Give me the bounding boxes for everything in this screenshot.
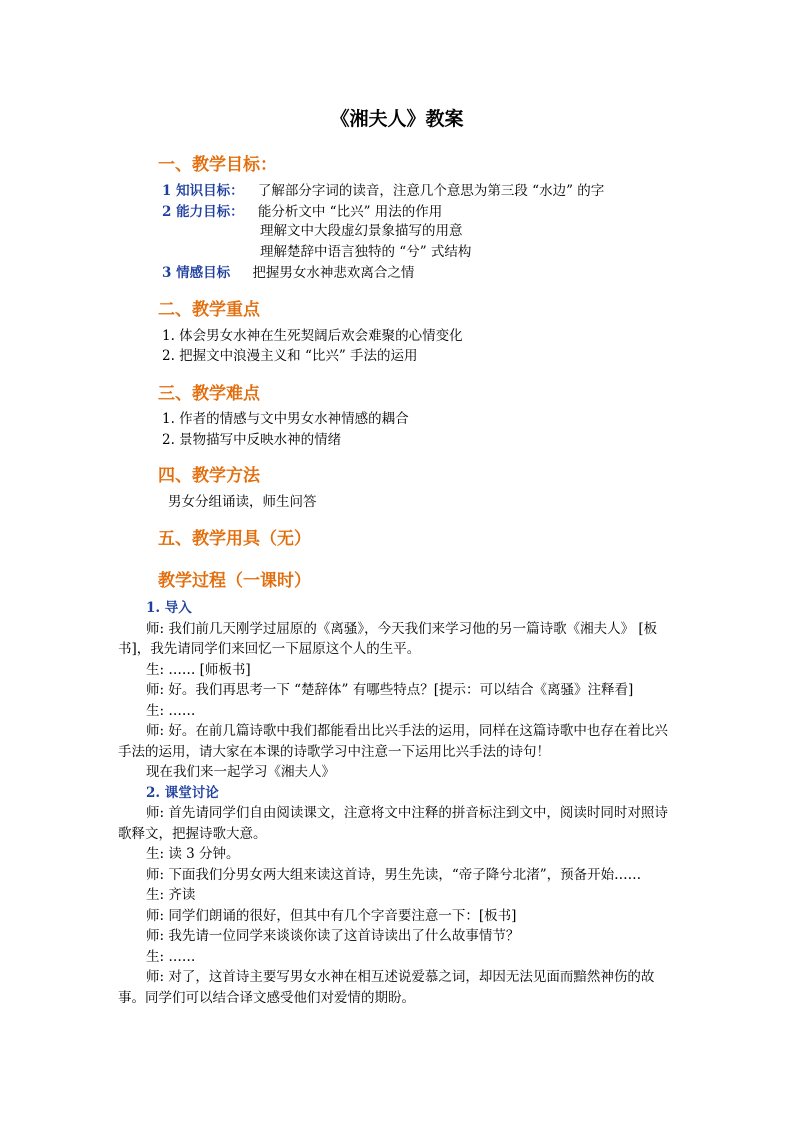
objective-text: 了解部分字词的读音，注意几个意思为第三段 “水边” 的字 — [257, 183, 605, 199]
dialogue-line: 师: 对了，这首诗主要写男女水神在相互述说爱慕之词，却因无法见面而黯然神伤的故事。同学们可以结合译文感受他们对爱情的期盼。 — [118, 969, 655, 1006]
objective-ability — [162, 203, 442, 221]
heading-methods: 四、教学方法 — [158, 466, 260, 486]
heading-tools: 五、教学用具（无） — [158, 529, 311, 549]
heading-process: 教学过程（一课时） — [158, 571, 311, 591]
process-body — [118, 598, 678, 1008]
dialogue-line: 师: 我们前几天刚学过屈原的《离骚》，今天我们来学习他的另一篇诗歌《湘夫人》 [板书]，我先请同学们来回忆一下屈原这个人的生平。 — [118, 620, 658, 657]
dialogue-line: 师: 好。我们再思考一下 “楚辞体” 有哪些特点？[提示：可以结合《离骚》注释看] — [146, 682, 634, 698]
dialogue-line: 现在我们来一起学习《湘夫人》 — [146, 764, 335, 780]
objective-emotion — [162, 264, 414, 282]
objective-label: 3 情感目标 — [162, 265, 231, 281]
key-point-1: 1. 体会男女水神在生死契阔后欢会难聚的心情变化 — [162, 328, 463, 344]
objective-label: 2 能力目标： — [162, 204, 244, 220]
step-label-discussion: 2. 课堂讨论 — [146, 784, 219, 801]
dialogue-line: 师: 好。在前几篇诗歌中我们都能看出比兴手法的运用，同样在这篇诗歌中也存在着比兴手法的运用，请大家在本课的诗歌学习中注意一下运用比兴手法的诗句！ — [118, 723, 668, 760]
dialogue-line: 师: 我先请一位同学来谈谈你读了这首诗读出了什么故事情节？ — [146, 928, 520, 944]
objective-text: 把握男女水神悲欢离合之情 — [252, 265, 415, 281]
heading-key-points: 二、教学重点 — [158, 300, 260, 320]
difficulty-2: 2. 景物描写中反映水神的情绪 — [162, 432, 342, 448]
dialogue-line: 生: 读 3 分钟。 — [146, 846, 240, 862]
heading-objectives: 一、教学目标： — [158, 155, 277, 175]
heading-difficulties: 三、教学难点 — [158, 384, 260, 404]
step-label-intro: 1. 导入 — [146, 600, 192, 616]
objective-label: 1 知识目标： — [162, 183, 244, 199]
key-point-2: 2. 把握文中浪漫主义和 “比兴” 手法的运用 — [162, 348, 418, 364]
objective-ability-2: 理解文中大段虚幻景象描写的用意 — [260, 223, 463, 239]
page-title: 《湘夫人》教案 — [330, 108, 464, 130]
dialogue-line: 生: …… — [146, 702, 196, 719]
dialogue-line: 师: 同学们朗诵的很好，但其中有几个字音要注意一下：[板书] — [146, 907, 517, 924]
methods-text: 男女分组诵读，师生问答 — [168, 494, 317, 510]
difficulty-1: 1. 作者的情感与文中男女水神情感的耦合 — [162, 411, 409, 427]
objective-knowledge — [162, 182, 604, 200]
objective-ability-3: 理解楚辞中语言独特的 “兮” 式结构 — [260, 244, 472, 260]
dialogue-line: 生: …… — [146, 948, 196, 965]
dialogue-line: 师: 下面我们分男女两大组来读这首诗，男生先读，“帝子降兮北渚”，预备开始…… — [146, 866, 642, 883]
dialogue-line: 生: …… [师板书] — [146, 661, 251, 678]
objective-text: 能分析文中 “比兴” 用法的作用 — [257, 204, 443, 220]
dialogue-line: 师: 首先请同学们自由阅读课文，注意将文中注释的拼音标注到文中，阅读时同时对照诗歌释文，把握诗歌大意。 — [118, 805, 668, 842]
dialogue-line: 生: 齐读 — [146, 887, 196, 903]
